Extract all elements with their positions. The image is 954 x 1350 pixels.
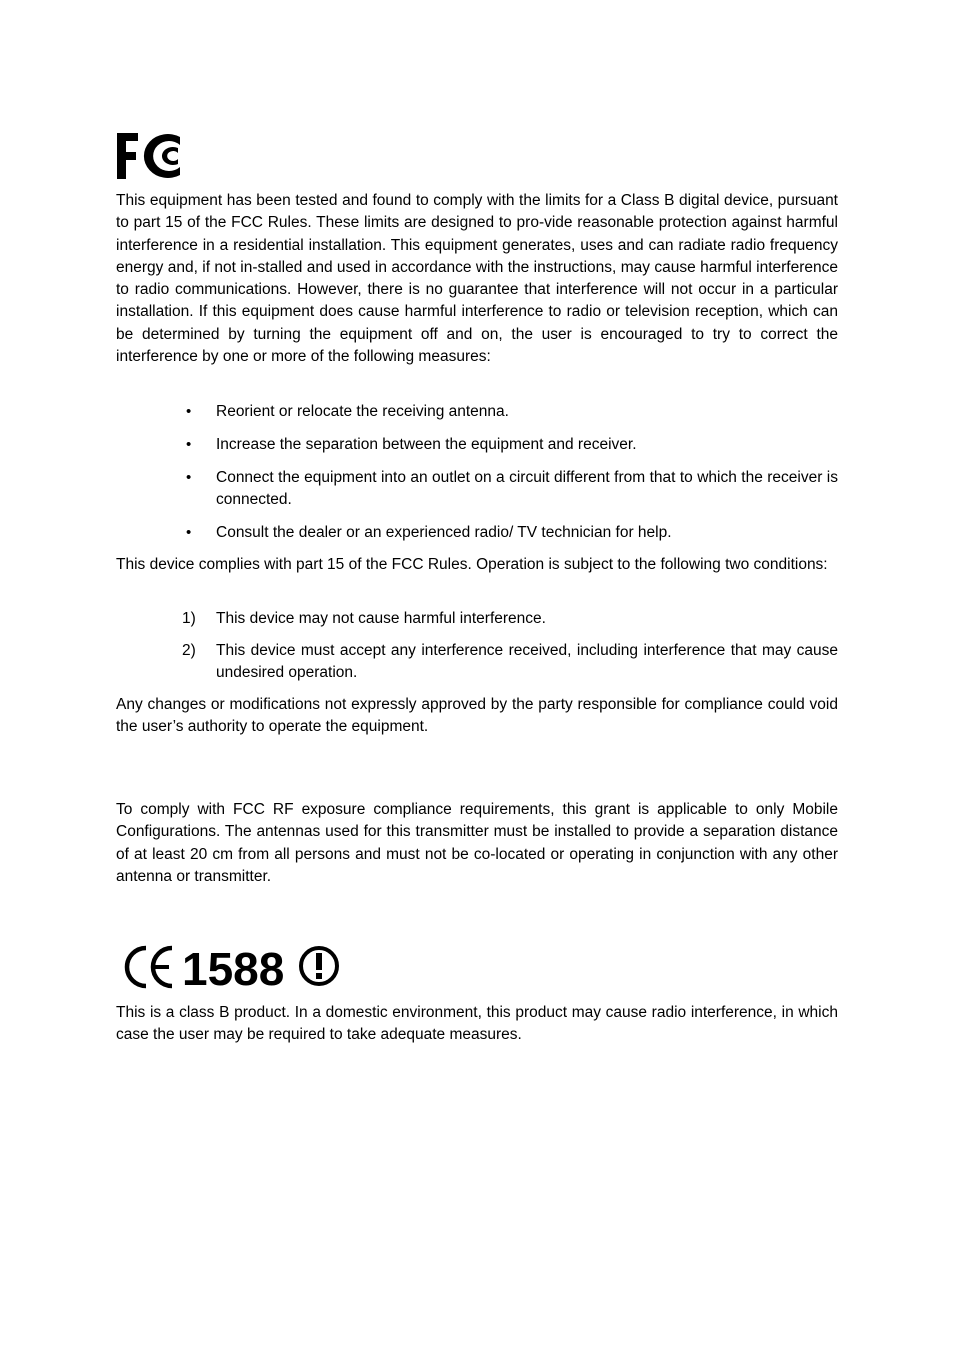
measure-text: Reorient or relocate the receiving antenna. [216,403,509,420]
fcc-compliance [116,554,838,576]
fcc-changes [116,694,838,739]
rf-exposure-paragraph: To comply with FCC RF exposure compliance requirements, this grant is applicable to only Mobile Configurations. The antennas used for this transmitter must be installed to provide a separation distance of at least 20 cm from all persons and must not be co-located or operating in conjunction with any other antenna or transmitter. [116,801,838,885]
number-marker: 1) [182,610,196,627]
condition-text: This device may not cause harmful interference. [216,610,546,627]
fcc-measure-2 [116,434,838,456]
ce-class-b [116,1002,838,1047]
changes-paragraph: Any changes or modifications not expressly approved by the party responsible for compliance could void the user’s authority to operate the equipment. [116,696,838,736]
condition-text: This device must accept any interference received, including interference that may cause undesired operation. [216,642,838,682]
fcc-measure-3 [116,467,838,512]
measure-text: Increase the separation between the equipment and receiver. [216,436,637,453]
ce-number: 1588 [182,943,285,992]
list-item [116,522,838,544]
list-item [116,608,838,630]
list-item [116,401,838,423]
list-item [116,467,838,512]
fcc-condition-1 [116,608,838,630]
fcc-measure-4 [116,522,838,544]
fcc-statement [116,190,838,368]
bullet-marker: • [186,524,192,541]
bullet-marker: • [186,403,192,420]
fcc-logo [116,131,182,181]
measure-text: Consult the dealer or an experienced radio/ TV technician for help. [216,524,672,541]
list-item [116,434,838,456]
number-marker: 2) [182,642,196,659]
fcc-intro-paragraph: This equipment has been tested and found to comply with the limits for a Class B digital device, pursuant to part 15 of the FCC Rules. These limits are designed to pro-vide reasonable protection against harmful interference in a residential installation. This equipment generates, uses and can radiate radio frequency energy and, if not in-stalled and used in accordance with the instructions, may cause harmful interference to radio communications. However, there is no guarantee that interference will not occur in a particular installation. If this equipment does cause harmful interference to radio or television reception, which can be determined by turning the equipment off and on, the user is encouraged to try to correct the interference by one or more of the following measures: [116,192,838,366]
list-item [116,640,838,685]
measure-text: Connect the equipment into an outlet on a circuit different from that to which the receiver is connected. [216,469,838,509]
bullet-marker: • [186,436,192,453]
compliance-paragraph: This device complies with part 15 of the FCC Rules. Operation is subject to the following two conditions: [116,556,828,573]
bullet-marker: • [186,469,192,486]
fcc-rf-exposure [116,799,838,888]
class-b-paragraph: This is a class B product. In a domestic environment, this product may cause radio interference, in which case the user may be required to take adequate measures. [116,1004,838,1044]
fcc-measures-list [116,401,838,423]
ce-1588-logo [122,942,344,992]
fcc-condition-2 [116,640,838,685]
